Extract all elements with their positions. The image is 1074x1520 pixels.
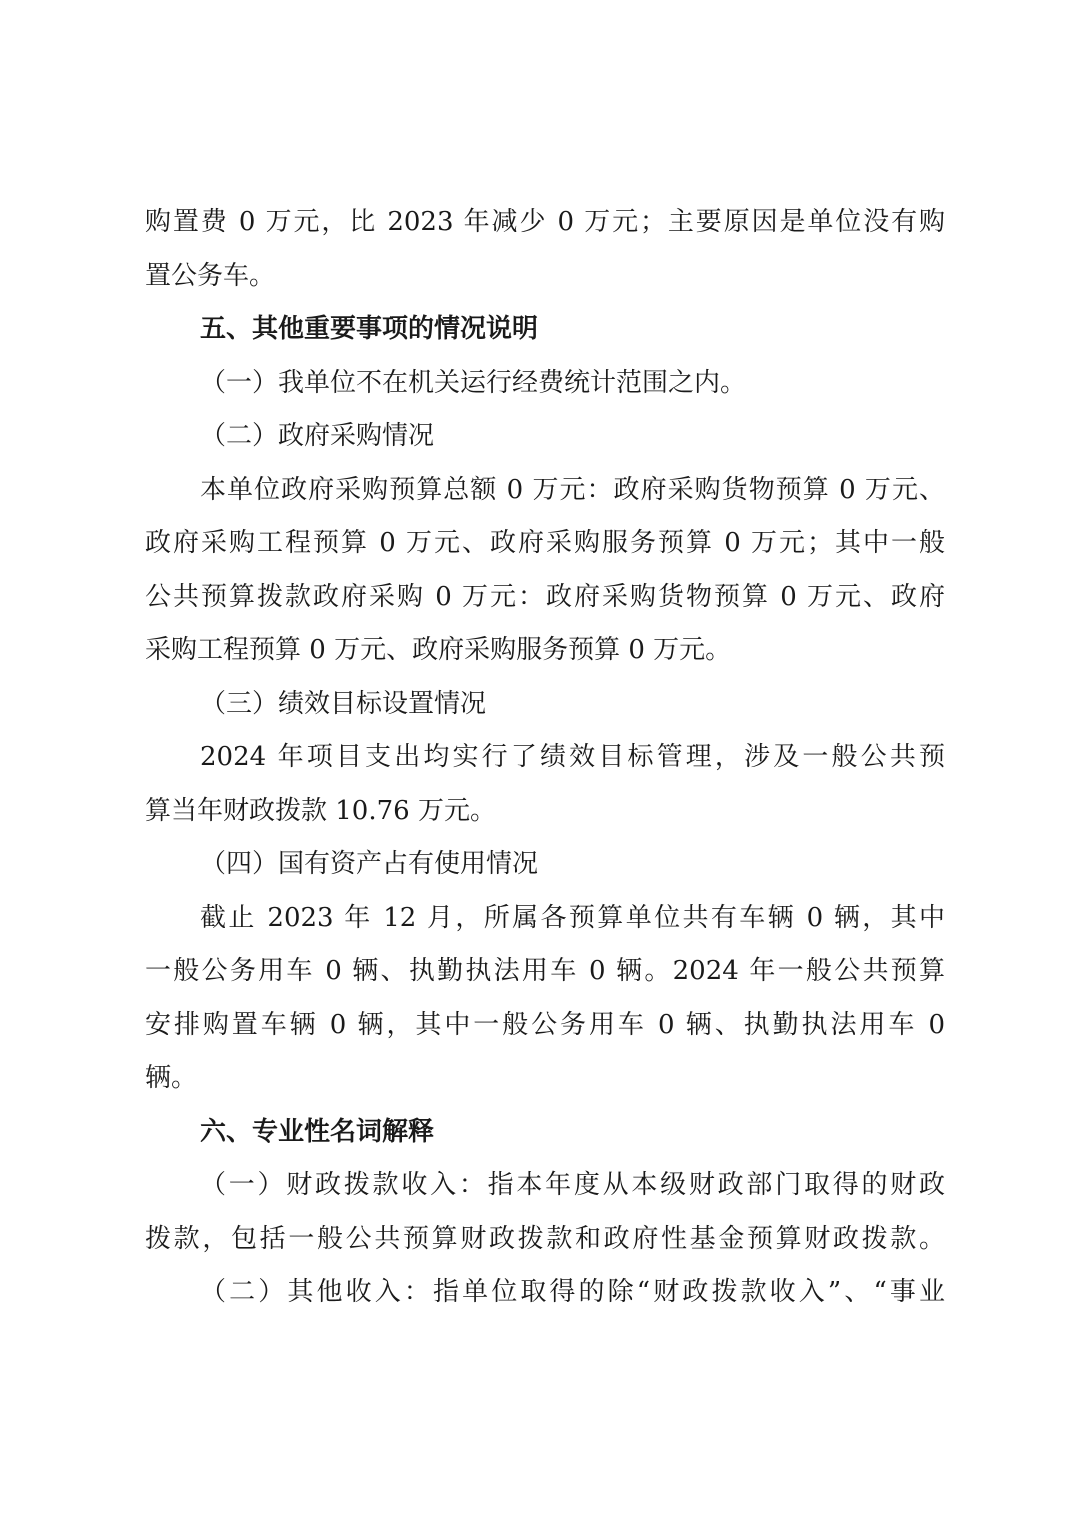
text-line: 2024 年项目支出均实行了绩效目标管理，涉及一般公共预 bbox=[200, 742, 945, 772]
text-line: （一）财政拨款收入：指本年度从本级财政部门取得的财政 bbox=[200, 1170, 945, 1200]
subsection-line: （一）我单位不在机关运行经费统计范围之内。 bbox=[200, 367, 747, 398]
text-line: 一般公务用车 0 辆、执勤执法用车 0 辆。2024 年一般公共预算 bbox=[145, 956, 945, 986]
text-line: 截止 2023 年 12 月，所属各预算单位共有车辆 0 辆，其中 bbox=[200, 902, 945, 933]
text-line: 置公务车。 bbox=[145, 260, 276, 291]
text-line: （二）其他收入：指单位取得的除“财政拨款收入”、“事业 bbox=[200, 1277, 945, 1307]
document-body bbox=[145, 196, 945, 1320]
text-line: 采购工程预算 0 万元、政府采购服务预算 0 万元。 bbox=[145, 635, 732, 665]
text-line: 算当年财政拨款 10.76 万元。 bbox=[145, 795, 496, 826]
text-line: 购置费 0 万元，比 2023 年减少 0 万元；主要原因是单位没有购 bbox=[145, 207, 945, 237]
section-heading-terms: 六、专业性名词解释 bbox=[200, 1116, 435, 1147]
subsection-title-performance: （三）绩效目标设置情况 bbox=[200, 688, 487, 719]
text-line: 公共预算拨款政府采购 0 万元：政府采购货物预算 0 万元、政府 bbox=[145, 581, 945, 612]
subsection-title-procurement: （二）政府采购情况 bbox=[200, 421, 435, 451]
text-line: 政府采购工程预算 0 万元、政府采购服务预算 0 万元；其中一般 bbox=[145, 528, 945, 558]
text-line: 本单位政府采购预算总额 0 万元：政府采购货物预算 0 万元、 bbox=[200, 474, 945, 505]
text-line: 安排购置车辆 0 辆，其中一般公务用车 0 辆、执勤执法用车 0 bbox=[145, 1009, 945, 1040]
text-line: 辆。 bbox=[145, 1063, 198, 1093]
section-heading-other-matters: 五、其他重要事项的情况说明 bbox=[200, 314, 539, 344]
text-line: 拨款，包括一般公共预算财政拨款和政府性基金预算财政拨款。 bbox=[145, 1223, 945, 1254]
subsection-title-assets: （四）国有资产占有使用情况 bbox=[200, 849, 539, 879]
